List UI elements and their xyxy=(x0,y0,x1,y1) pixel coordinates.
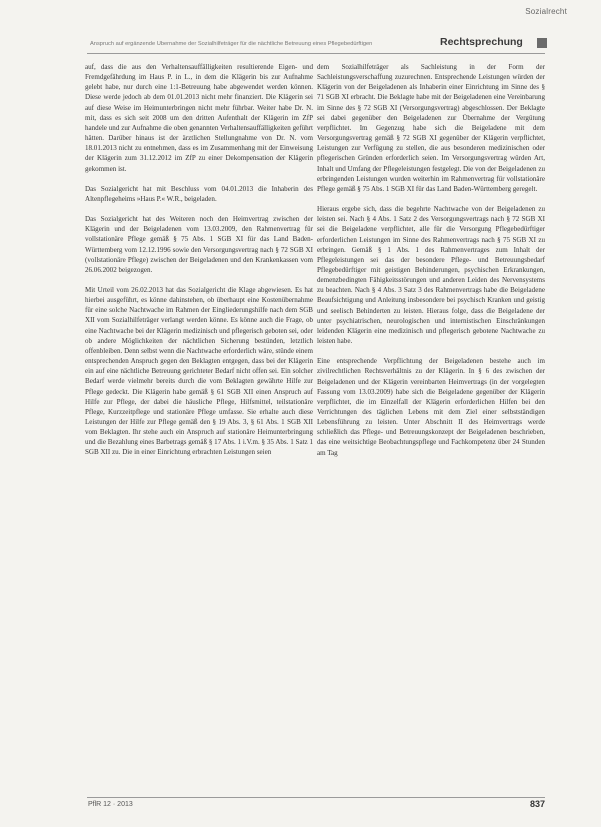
paragraph: Das Sozialgericht hat mit Beschluss vom 04.01.2013 die Inhaberin des Altenpflegeheims »Haus P.« W.R., beigeladen. xyxy=(85,184,313,203)
rubric-marker xyxy=(537,38,547,48)
journal-issue: PflR 12 · 2013 xyxy=(88,801,133,808)
article-subtitle: Anspruch auf ergänzende Übernahme der Sozialhilfeträger für die nächtliche Betreuung eines Pflegebedürftigen xyxy=(90,41,373,47)
page-number: 837 xyxy=(529,799,545,809)
header-divider xyxy=(87,53,545,54)
left-column xyxy=(85,62,313,468)
paragraph: auf, dass die aus den Verhaltensauffälligkeiten resultierende Eigen- und Fremdgefährdung im Haus P. in L., in dem die Klägerin bis zur Aufnahme gelebt habe, nur durch eine 1:1-Betreuung habe abgewendet werden können. Diese werde jedoch ab dem 01.01.2013 nicht mehr finanziert. Die Klägerin sei auf diese Weise im Heimunterbringen nicht mehr führbar. Weiter habe Dr. N. mit, dass es sich seit 2008 um den dritten Aufenthalt der Klägerin im ZfP handele und zur Aufnahme die oben genannten Verhaltensauffälligkeiten geführt hätten. Darüber hinaus ist der ärztlichen Stellungnahme von Dr. N. vom 18.01.2013 nicht zu entnehmen, dass es im Zusammenhang mit der Einweisung der Klägerin zum 31.12.2012 im ZfP zu einer Dekompensation der Klägerin gekommen ist. xyxy=(85,63,313,173)
section-label: Sozialrecht xyxy=(525,7,567,16)
paragraph: Eine entsprechende Verpflichtung der Beigeladenen bestehe auch im zivilrechtlichen Rechtsverhältnis zu der Klägerin. In § 6 des zwischen der Beigeladenen und der Klägerin vereinbarten Heimvertrags (in der vorgelegten Fassung vom 13.03.2009) habe sich die Beigeladene gegenüber der Klägerin verpflichtet, die im Einzelfall der Klägerin erforderlichen Hilfen bei den Verrichtungen des täglichen Lebens mit dem Ziel einer selbstständigen Lebensführung zu leisten. Unter Abschnitt II des Heimvertrags werde schließlich das Pflege- und Betreuungskonzept der Beigeladenen beschrieben, das eine weitsichtige Beobachtungspflege und Fachkompetenz über 24 Stunden am Tag xyxy=(317,357,545,457)
rubric-title: Rechtsprechung xyxy=(440,36,523,48)
right-column xyxy=(317,62,545,468)
footer-divider xyxy=(87,797,545,798)
paragraph: Hieraus ergebe sich, dass die begehrte Nachtwache von der Beigeladenen zu leisten sei. Nach § 4 Abs. 1 Satz 2 des Versorgungsvertrags nach § 72 SGB XI sei die Beigeladene verpflichtet, alle für die Versorgung Pflegebedürftiger erforderlichen Leistungen im Sinne des Rahmenvertrags nach § 75 SGB XI zu erbringen. Gemäß § 1 Abs. 1 des Rahmenvertrages zum Inhalt der Pflegeleistungen sei das der besondere Pflege- und Betreuungsbedarf Pflegebedürftiger mit geistigen Behinderungen, psychischen Erkrankungen, demenzbedingten Fähigkeitsstörungen und anderen Leiden des Nervensystems zu beachten. Nach § 4 Abs. 3 Satz 3 des Rahmenvertrags habe die Beigeladene Beaufsichtigung und Anleitung insbesondere bei psychisch Kranken und geistig und seelisch Behinderten zu leisten. Hieraus folge, dass die Beigeladene der unter psychiatrischen, neurologischen und internistischen Einschränkungen leidenden Klägerin eine medizinisch und pflegerisch gebotene Nachtwache zu leisten habe. xyxy=(317,205,545,346)
paragraph: Mit Urteil vom 26.02.2013 hat das Sozialgericht die Klage abgewiesen. Es hat hierbei ausgeführt, es könne dahinstehen, ob überhaupt eine Kostenübernahme für eine solche Nachtwache im Rahmen der Eingliederungshilfe nach dem SGB XII vom Sozialhilfeträger verlangt werden könne. Es könne auch die Frage, ob eine Nachtwache bei der Klägerin medizinisch und pflegerisch geboten sei, oder ob andere Möglichkeiten der nächtlichen Sicherung bestünden, letztlich offenbleiben. Denn selbst wenn die Nachtwache erforderlich wäre, stünde einem entsprechenden Anspruch gegen den Beklagten entgegen, dass bei der Klägerin ein auf eine nächtliche Betreuung gerichteter Bedarf nicht offen sei. Ein solcher Bedarf werde vielmehr bereits durch die vom Beklagten gewährte Hilfe zur Pflege gedeckt. Die Klägerin habe gemäß § 61 SGB XII einen Anspruch auf Hilfe zur Pflege, der dabei die häusliche Pflege, Hilfsmittel, teilstationäre Pflege, Kurzzeitpflege und stationäre Pflege umfasse. Sie erhalte auch diese Leistungen der Hilfe zur Pflege gemäß den § 19 Abs. 3, § 61 Abs. 1 SGB XII vom Beklagten. Ihr stehe auch ein Anspruch auf stationäre Heimunterbringung und die Bezahlung eines Barbetrags gemäß § 17 Abs. 1 i.V.m. § 35 Abs. 1 Satz 1 SGB XII zu. Die in einer Einrichtung erbrachten Leistungen seien xyxy=(85,285,313,457)
paragraph: Das Sozialgericht hat des Weiteren noch den Heimvertrag zwischen der Klägerin und der Beigeladenen vom 13.03.2009, den Rahmenvertrag für vollstationäre Pflege gemäß § 75 Abs. 1 SGB XI für das Land Baden-Württemberg vom 12.12.1996 sowie den Versorgungsvertrag nach § 72 SGB XI (vollstationäre Pflege) zwischen der Beigeladenen und den Krankenkassen vom 26.06.2002 beigezogen. xyxy=(85,215,313,274)
paragraph: dem Sozialhilfeträger als Sachleistung in der Form der Sachleistungsverschaffung zuzurechnen. Entsprechende Leistungen würden der Klägerin von der Beigeladenen als Inhaberin einer Einrichtung im Sinne des § 71 SGB XI erbracht. Die Beklagte habe mit der Beigeladenen eine Vereinbarung im Sinne des § 72 SGB XI (Versorgungsvertrag) abgeschlossen. Der Beklagte sei dabei gegenüber den Beigeladenen zur Übernahme der Vergütung verpflichtet. Im Gegenzug habe sich die Beigeladene mit dem Versorgungsvertrag gemäß § 72 SGB XI gegenüber der Klägerin verpflichtet, Leistungen zur Verfügung zu stellen, die aus besonderen medizinischen oder pflegerischen Gründen erforderlich seien. Im Versorgungsvertrag würden Art, Inhalt und Umfang der Pflegeleistungen festgelegt. Die von der Beigeladenen zu erbringenden Leistungen wurden weiterhin im Rahmenvertrag für vollstationäre Pflege gemäß § 75 Abs. 1 SGB XI für das Land Baden-Württemberg geregelt. xyxy=(317,63,545,193)
